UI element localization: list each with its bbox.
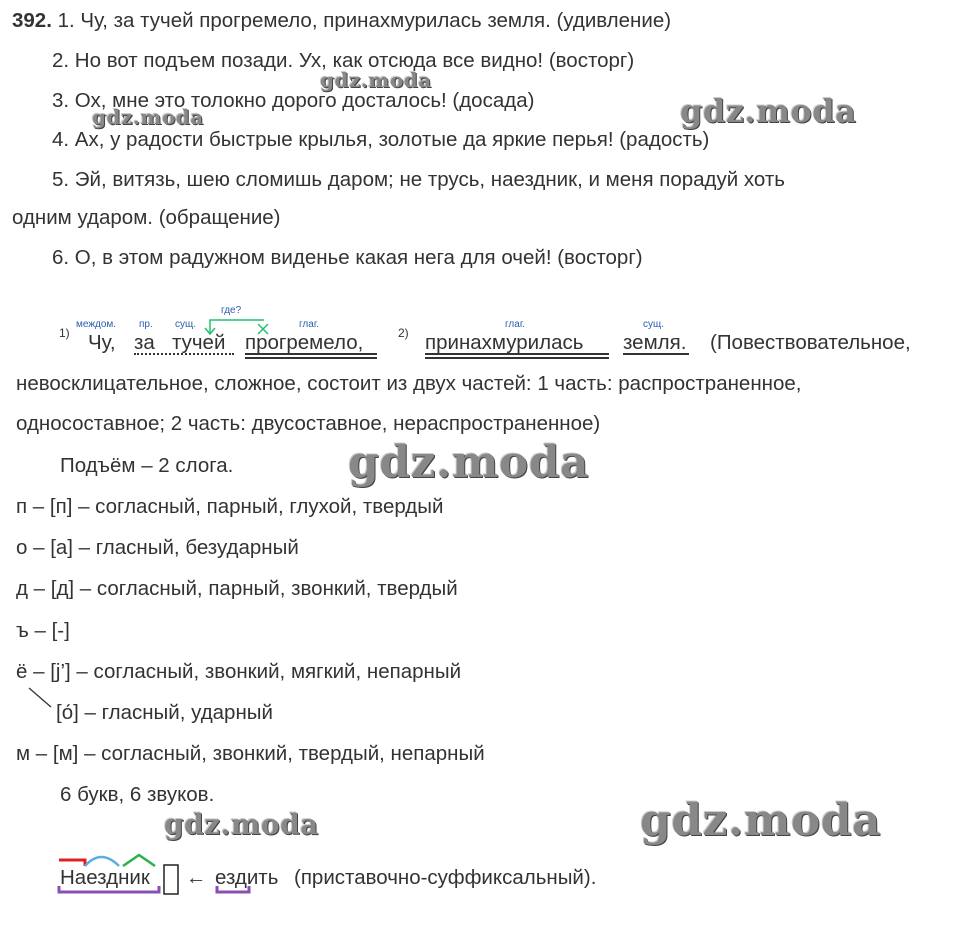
exercise-line-3: 3. Ох, мне это толокно дорого досталось! (досада) [52,89,535,112]
part-marker-2: 2) [398,326,409,340]
annotation-pr: пр. [139,319,153,330]
phonetic-row: ъ – [-] [16,619,70,642]
line-text: 1. Чу, за тучей прогремело, принахмурилась земля. (удивление) [57,9,672,32]
underline-za-tuchey [134,353,234,355]
watermark: gdz.moda [680,92,857,130]
phonetic-row: [о́] – гласный, ударный [56,701,273,724]
parse-line-3: односоставное; 2 часть: двусоставное, нераспространенное) [16,412,601,435]
exercise-line-4: 4. Ах, у радости быстрые крылья, золотые да яркие перья! (радость) [52,128,710,151]
annotation-glag-2: глаг. [505,319,526,330]
watermark: gdz.moda [640,795,882,846]
exercise-line-5: 5. Эй, витязь, шею сломишь даром; не трусь, наездник, и меня порадуй хоть [52,168,785,191]
parse-tail: (Повествовательное, [710,331,911,354]
annotation-sushch-2: сущ. [643,319,665,330]
exercise-line-2: 2. Но вот подъем позади. Ух, как отсюда все видно! (восторг) [52,49,635,72]
word-chu: Чу, [88,331,116,354]
annotation-gde: где? [221,305,242,316]
exercise-line-5-cont: одним ударом. (обращение) [12,206,281,229]
yo-split-line [26,686,56,710]
underline-zemlya [623,353,689,355]
phonetic-heading: Подъём – 2 слога. [60,454,234,477]
analyzed-word: Наездник [60,866,150,889]
exercise-line-1 [12,8,671,34]
exercise-line-6: 6. О, в этом радужном виденье какая нега для очей! (восторг) [52,246,643,269]
annotation-glag-1: глаг. [299,319,320,330]
task-number: 392. [12,9,52,32]
word-zemlya: земля. [623,331,687,354]
underline-prinakhmurilas [425,353,609,355]
watermark: gdz.moda [164,808,319,841]
phonetic-summary: 6 букв, 6 звуков. [60,783,215,806]
phonetic-row: д – [д] – согласный, парный, звонкий, твердый [16,577,458,600]
underline-progremelo [245,353,377,355]
part-marker-1: 1) [59,326,70,340]
phonetic-row: м – [м] – согласный, звонкий, твердый, непарный [16,742,485,765]
watermark: gdz.moda [348,437,590,488]
annotation-mezhdom: междом. [76,319,117,330]
word-za: за [134,331,155,354]
word-tuchey: тучей [172,331,226,354]
annotation-sushch-1: сущ. [175,319,197,330]
parse-line-2: невосклицательное, сложное, состоит из двух частей: 1 часть: распространенное, [16,372,802,395]
phonetic-row: ё – [j’] – согласный, звонкий, мягкий, непарный [16,660,462,683]
watermark: gdz.moda [92,105,204,129]
derivation-type: (приставочно-суффиксальный). [294,866,597,889]
phonetic-row: о – [а] – гласный, безударный [16,536,299,559]
derivation-arrow: ← [186,866,207,889]
source-word: ездить [215,866,279,889]
phonetic-row: п – [п] – согласный, парный, глухой, твердый [16,495,444,518]
watermark: gdz.moda [320,68,432,92]
word-prinakhmurilas: принахмурилась [425,331,584,354]
word-progremelo: прогремело, [245,331,364,354]
